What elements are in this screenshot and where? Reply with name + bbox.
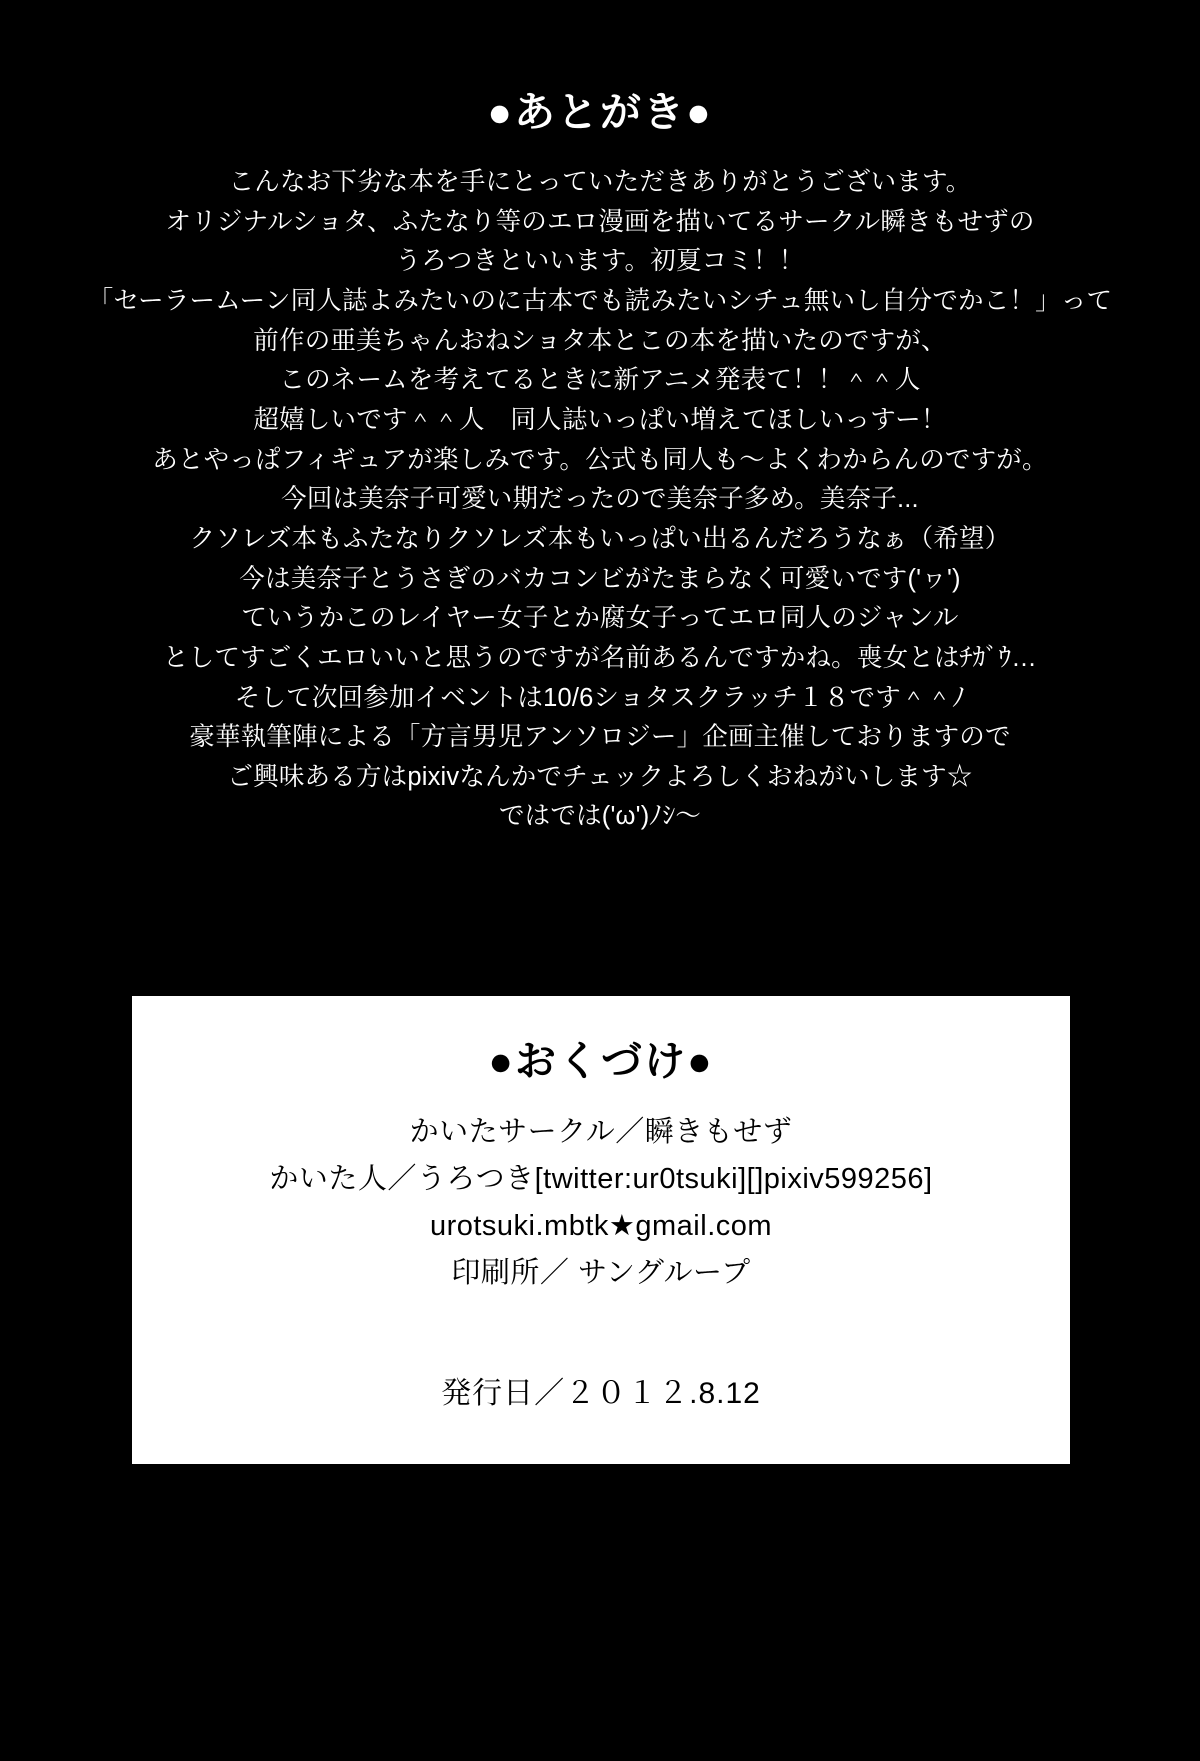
afterword-line: クソレズ本もふたなりクソレズ本もいっぱい出るんだろうなぁ（希望） [189, 524, 1011, 553]
afterword-line: 今回は美奈子可愛い期だったので美奈子多め。美奈子... [281, 485, 919, 514]
afterword-line: 今は美奈子とうさぎのバカコンビがたまらなく可愛いです('ヮ') [239, 564, 961, 593]
afterword-line: 前作の亜美ちゃんおねショタ本とこの本を描いたのですが、 [253, 326, 947, 355]
afterword-line: うろつきといいます。初夏コミ！！ [395, 247, 805, 276]
afterword-line: 「セーラームーン同人誌よみたいのに古本でも読みたいシチュ無いし自分でかこ！」って [87, 287, 1113, 316]
afterword-line: ていうかこのレイヤー女子とか腐女子ってエロ同人のジャンル [241, 604, 959, 633]
afterword-line: 超嬉しいです＾＾人 同人誌いっぱい増えてほしいっすー！ [253, 406, 947, 435]
afterword-line: あとやっぱフィギュアが楽しみです。公式も同人も～よくわからんのですが。 [152, 445, 1048, 474]
colophon-card [132, 996, 1070, 1464]
colophon-heading: ●おくづけ● [488, 1038, 714, 1084]
afterword-line: 豪華執筆陣による「方言男児アンソロジー」企画主催しておりますので [189, 723, 1011, 752]
afterword-line: ご興味ある方はpixivなんかでチェックよろしくおねがいします☆ [227, 762, 973, 791]
colophon-email-line: urotsuki.mbtk★gmail.com [429, 1209, 773, 1242]
afterword-line: そして次回参加イベントは10/6ショタスクラッチ１８です＾＾ﾉ [234, 683, 966, 712]
colophon-author-line: かいた人／うろつき[twitter:ur0tsuki][]pixiv599256] [269, 1162, 933, 1195]
afterword-heading: ●あとがき● [487, 89, 713, 135]
afterword-line: としてすごくエロいいと思うのですが名前あるんですかね。喪女とはﾁｶﾞｳ… [162, 643, 1037, 672]
afterword-section [0, 88, 1200, 837]
afterword-body [0, 163, 1200, 837]
colophon-circle-line: かいたサークル／瞬きもせず [409, 1116, 793, 1148]
colophon-publication-date: 発行日／２０１２.8.12 [441, 1377, 761, 1410]
colophon-body [132, 1109, 1070, 1297]
afterword-line: オリジナルショタ、ふたなり等のエロ漫画を描いてるサークル瞬きもせずの [165, 207, 1035, 236]
afterword-line: ではでは('ω')ﾉｼ～ [498, 802, 702, 831]
colophon-printer-line: 印刷所／ サングループ [451, 1256, 751, 1289]
afterword-line: このネームを考えてるときに新アニメ発表て！！＾＾人 [279, 366, 921, 395]
afterword-line: こんなお下劣な本を手にとっていただきありがとうございます。 [228, 168, 972, 197]
